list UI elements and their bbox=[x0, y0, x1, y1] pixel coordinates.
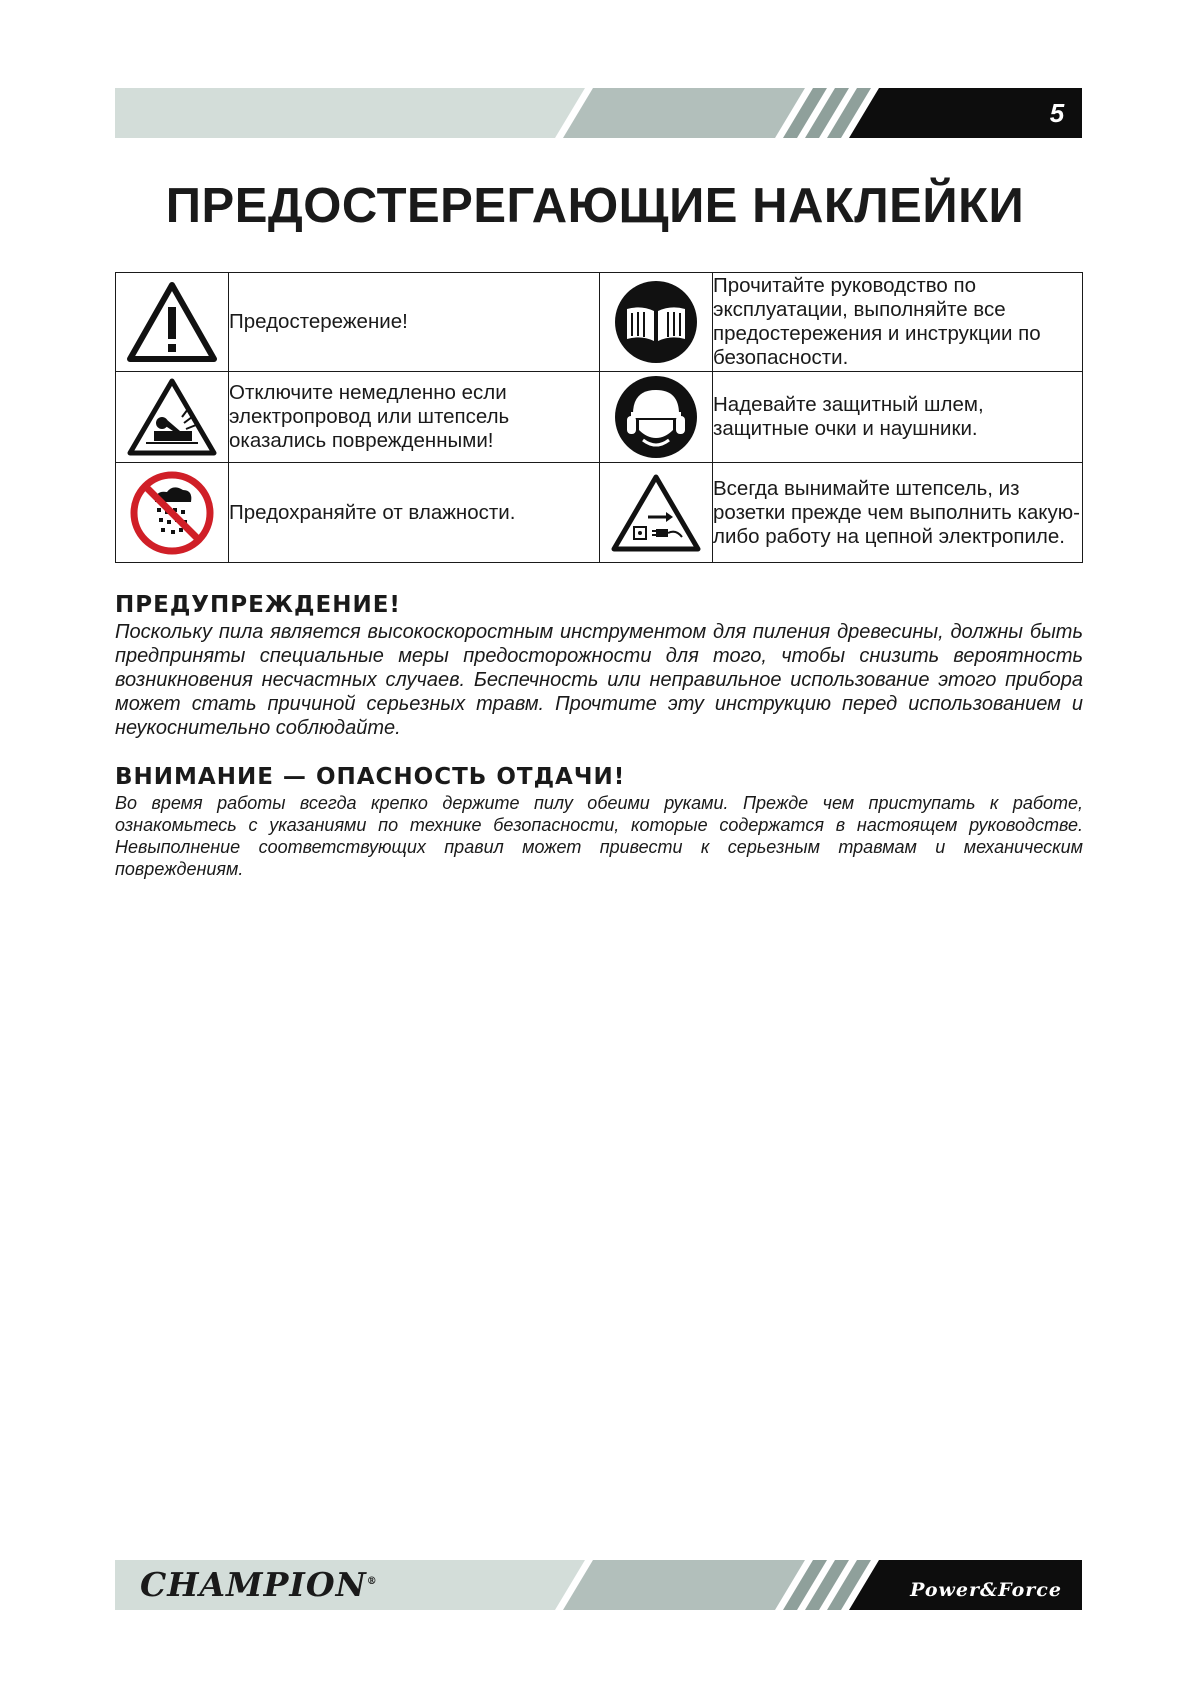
icon-cell bbox=[600, 372, 713, 463]
warning-heading: ПРЕДУПРЕЖДЕНИЕ! bbox=[115, 592, 401, 618]
icon-cell bbox=[116, 463, 229, 563]
kickback-paragraph: Во время работы всегда крепко держите пилу обеими руками. Прежде чем приступать к работе, ознакомьтесь с указаниями по технике безопасности, которые содержатся в настоящем руководстве. Невыполнение соответствующих правил может привести к серьезным травмам и механическим повреждениям. bbox=[115, 793, 1083, 879]
sticker-text: Предостережение! bbox=[229, 273, 600, 372]
icon-cell bbox=[116, 273, 229, 372]
table-row bbox=[116, 463, 1083, 563]
warning-stickers-table bbox=[115, 272, 1083, 563]
sticker-text: Надевайте защитный шлем, защитные очки и наушники. bbox=[713, 372, 1083, 463]
no-rain-prohibition-icon bbox=[129, 470, 215, 556]
sticker-text: Всегда вынимайте штепсель, из розетки прежде чем выполнить какую-либо работу на цепной электропиле. bbox=[713, 463, 1083, 563]
sticker-text: Прочитайте руководство по эксплуатации, выполняйте все предостережения и инструкции по безопасности. bbox=[713, 273, 1083, 372]
icon-cell bbox=[600, 463, 713, 563]
page-number: 5 bbox=[1049, 98, 1065, 128]
read-manual-book-icon bbox=[613, 279, 699, 365]
kickback-heading: ВНИМАНИЕ — ОПАСНОСТЬ ОТДАЧИ! bbox=[115, 764, 626, 790]
registered-mark: ® bbox=[366, 1576, 378, 1587]
brand-name: CHAMPION bbox=[140, 1565, 367, 1604]
header-band bbox=[115, 88, 1082, 138]
sticker-text: Отключите немедленно если электропровод или штепсель оказались поврежденными! bbox=[229, 372, 600, 463]
icon-cell bbox=[600, 273, 713, 372]
icon-cell bbox=[116, 372, 229, 463]
champion-logo bbox=[140, 1565, 378, 1604]
sticker-text: Предохраняйте от влажности. bbox=[229, 463, 600, 563]
warning-paragraph: Поскольку пила является высокоскоростным инструментом для пиления древесины, должны быть предприняты специальные меры предосторожности для того, чтобы снизить вероятность возникновения несчастных случаев. Беспечность или неправильное использование этого прибора может стать причиной серьезных травм. Прочтите эту инструкцию перед использованием и неукоснительно соблюдайте. bbox=[115, 621, 1083, 739]
tagline: Power&Force bbox=[910, 1579, 1062, 1601]
damaged-cable-warning-icon bbox=[126, 377, 218, 457]
table-row bbox=[116, 273, 1083, 372]
helmet-goggles-earmuffs-icon bbox=[613, 374, 699, 460]
warning-triangle-icon bbox=[126, 281, 218, 363]
unplug-warning-icon bbox=[610, 473, 702, 553]
page-title: ПРЕДОСТЕРЕГАЮЩИЕ НАКЛЕЙКИ bbox=[165, 179, 1025, 233]
table-row bbox=[116, 372, 1083, 463]
